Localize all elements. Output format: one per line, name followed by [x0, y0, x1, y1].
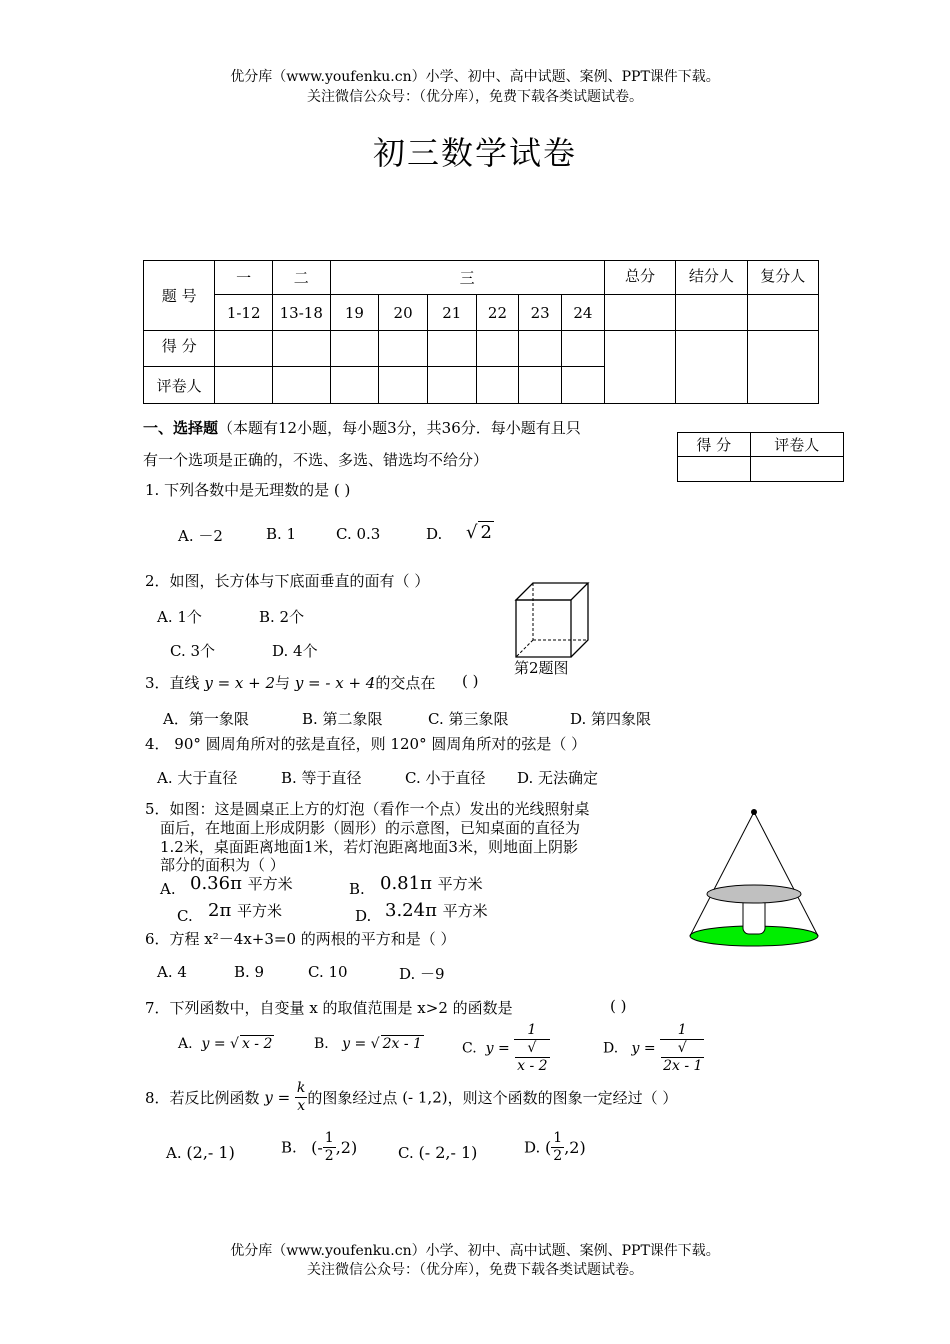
range-cell: 23: [519, 295, 562, 331]
small-defen-cell[interactable]: [678, 457, 751, 482]
row-label-pingjuan: 评卷人: [144, 367, 215, 404]
q5-option-b-value: 0.81π 平方米: [380, 873, 483, 894]
score-cell[interactable]: [379, 331, 428, 367]
light-bulb: [751, 809, 757, 815]
q4-option-a[interactable]: A. 大于直径: [157, 769, 238, 787]
score-cell[interactable]: [519, 331, 562, 367]
score-cell[interactable]: [272, 331, 330, 367]
small-pingjuan-label: 评卷人: [750, 433, 843, 457]
q5-line-3: 1.2米，桌面距离地面1米，若灯泡距离地面3米，则地面上阴影: [160, 838, 578, 856]
score-cell[interactable]: [427, 331, 476, 367]
q2-option-a[interactable]: A. 1个: [157, 608, 202, 626]
q5-option-d-value: 3.24π 平方米: [385, 900, 488, 921]
q5-line-1: 5．如图：这是圆桌正上方的灯泡（看作一个点）发出的光线照射桌: [145, 800, 590, 818]
q2-option-b[interactable]: B. 2个: [259, 608, 305, 626]
q3-line-1: y = x + 2: [204, 674, 276, 692]
score-cell[interactable]: [562, 331, 605, 367]
score-cell[interactable]: [476, 331, 519, 367]
cuboid-top-face: [516, 583, 588, 600]
grader-cell[interactable]: [562, 367, 605, 404]
q3-option-d[interactable]: D. 第四象限: [570, 710, 652, 728]
q4-option-b[interactable]: B. 等于直径: [281, 769, 362, 787]
footer-line-2: 关注微信公众号：（优分库），免费下载各类试题试卷。: [307, 1262, 643, 1278]
q1-d-radicand: 2: [480, 522, 492, 543]
fufen-header: 复分人: [747, 261, 818, 295]
q7-stem: 7．下列函数中，自变量 x 的取值范围是 x>2 的函数是: [145, 999, 513, 1017]
cuboid-figure: [510, 578, 600, 668]
small-pingjuan-cell[interactable]: [750, 457, 843, 482]
q2-option-d[interactable]: D. 4个: [272, 642, 318, 660]
cuboid-hidden-edge: [516, 640, 533, 657]
q6-option-a[interactable]: A. 4: [157, 963, 187, 981]
grader-cell[interactable]: [330, 367, 379, 404]
q4-stem: 4． 90° 圆周角所对的弦是直径，则 120° 圆周角所对的弦是（ ）: [145, 735, 587, 753]
cuboid-right-edges: [571, 583, 588, 657]
grader-cell[interactable]: [272, 367, 330, 404]
fufen-cell[interactable]: [747, 295, 818, 331]
grader-cell[interactable]: [476, 367, 519, 404]
header-line-2: 关注微信公众号：（优分库），免费下载各类试题试卷。: [307, 89, 643, 105]
row-label-defen: 得 分: [144, 331, 215, 367]
range-cell: 19: [330, 295, 379, 331]
q5-line-2: 面后，在地面上形成阴影（圆形）的示意图，已知桌面的直径为: [160, 819, 581, 837]
total-header: 总分: [604, 261, 675, 295]
q3-line-2: y = - x + 4: [294, 674, 376, 692]
grader-cell[interactable]: [379, 367, 428, 404]
page-title: 初三数学试卷: [372, 134, 577, 172]
score-cell[interactable]: [215, 331, 273, 367]
q3-option-c[interactable]: C. 第三象限: [428, 710, 509, 728]
grader-cell[interactable]: [215, 367, 273, 404]
q5-option-d[interactable]: D.: [355, 907, 372, 925]
q8-option-a[interactable]: A. (2,- 1): [166, 1143, 235, 1162]
grader-cell[interactable]: [427, 367, 476, 404]
section-1-heading: 一、选择题: [143, 419, 219, 437]
q1-option-a[interactable]: A. －2: [178, 527, 223, 545]
total-cell[interactable]: [604, 295, 675, 331]
q1-option-c[interactable]: C. 0.3: [336, 525, 381, 543]
q7-answer-paren: ( ): [610, 997, 627, 1015]
q5-option-a-value: 0.36π 平方米: [190, 873, 293, 894]
q1-option-d-value: √ 2: [466, 522, 492, 543]
q4-option-c[interactable]: C. 小于直径: [405, 769, 486, 787]
q8-option-b[interactable]: B. (- $\frac{1}{2}$ ,2): [281, 1130, 358, 1164]
section-1-desc-2: 有一个选项是正确的，不选、多选、错选均不给分）: [143, 451, 489, 469]
q7-option-d[interactable]: D. y = 1 √ 2x - 1: [603, 1022, 703, 1074]
header-line-1: 优分库（www.youfenku.cn）小学、初中、高中试题、案例、PPT课件下载。: [230, 69, 720, 85]
q8-option-c[interactable]: C. (- 2,- 1): [398, 1143, 478, 1162]
jiefen-score-cell[interactable]: [676, 331, 747, 404]
q8-stem: 8．若反比例函数 y = $\frac{k}{x}$ 的图象经过点 (- 1,2)，则这个函数的图象一定经过（ ）: [145, 1080, 678, 1114]
q7-option-c[interactable]: C. y = 1 √ x - 2: [462, 1022, 548, 1074]
q4-option-d[interactable]: D. 无法确定: [517, 769, 599, 787]
table-top: [707, 885, 801, 903]
q1-option-b[interactable]: B. 1: [266, 525, 297, 543]
range-cell: 13-18: [272, 295, 330, 331]
range-cell: 21: [427, 295, 476, 331]
q2-figure-caption: 第2题图: [514, 659, 569, 677]
q3-option-b[interactable]: B. 第二象限: [302, 710, 383, 728]
section-1-intro: [143, 417, 581, 438]
q5-line-4: 部分的面积为（ ）: [160, 856, 285, 874]
q5-option-c-value: 2π 平方米: [208, 900, 283, 921]
q2-stem: 2．如图，长方体与下底面垂直的面有（ ）: [145, 572, 430, 590]
range-cell: 22: [476, 295, 519, 331]
range-cell: 24: [562, 295, 605, 331]
grader-cell[interactable]: [519, 367, 562, 404]
q7-option-b[interactable]: B. y = √ 2x - 1: [314, 1036, 422, 1052]
q3-option-a[interactable]: A．第一象限: [163, 710, 249, 728]
fufen-score-cell[interactable]: [747, 331, 818, 404]
q6-option-b[interactable]: B. 9: [234, 963, 265, 981]
q8-option-d[interactable]: D. ( $\frac{1}{2}$ ,2): [524, 1130, 586, 1164]
small-defen-label: 得 分: [678, 433, 751, 457]
q5-option-a[interactable]: A.: [160, 880, 176, 898]
section-2-header: 二: [272, 261, 330, 295]
jiefen-header: 结分人: [676, 261, 747, 295]
q1-stem: 1. 下列各数中是无理数的是 ( ): [145, 481, 351, 499]
section-score-box: [677, 432, 844, 482]
q3-stem: 3．直线 y = x + 2与 y = - x + 4的交点在: [145, 674, 436, 692]
q1-option-d[interactable]: D.: [426, 525, 443, 543]
q5-option-b[interactable]: B.: [349, 880, 365, 898]
lamp-shadow-figure: [685, 806, 825, 948]
q6-option-c[interactable]: C. 10: [308, 963, 348, 981]
q5-option-c[interactable]: C.: [177, 907, 193, 925]
footer-line-1: 优分库（www.youfenku.cn）小学、初中、高中试题、案例、PPT课件下载。: [230, 1243, 720, 1259]
q2-option-c[interactable]: C. 3个: [170, 642, 216, 660]
section-3-header: 三: [330, 261, 604, 295]
q7-option-a[interactable]: A. y = √ x - 2: [178, 1036, 273, 1052]
section-1-desc-1: （本题有12小题，每小题3分，共36分．每小题有且只: [218, 419, 581, 437]
total-score-cell[interactable]: [604, 331, 675, 404]
range-cell: 1-12: [215, 295, 273, 331]
score-cell[interactable]: [330, 331, 379, 367]
q6-option-d[interactable]: D. －9: [399, 965, 445, 983]
row-label-tihao: 题 号: [144, 261, 215, 331]
q8-fraction: $\frac{k}{x}$: [296, 1080, 306, 1114]
score-table: [143, 260, 819, 404]
q6-stem: 6．方程 x²－4x+3=0 的两根的平方和是（ ）: [145, 930, 456, 948]
section-1-header: 一: [215, 261, 273, 295]
q3-answer-paren: ( ): [462, 672, 479, 690]
range-cell: 20: [379, 295, 428, 331]
jiefen-cell[interactable]: [676, 295, 747, 331]
